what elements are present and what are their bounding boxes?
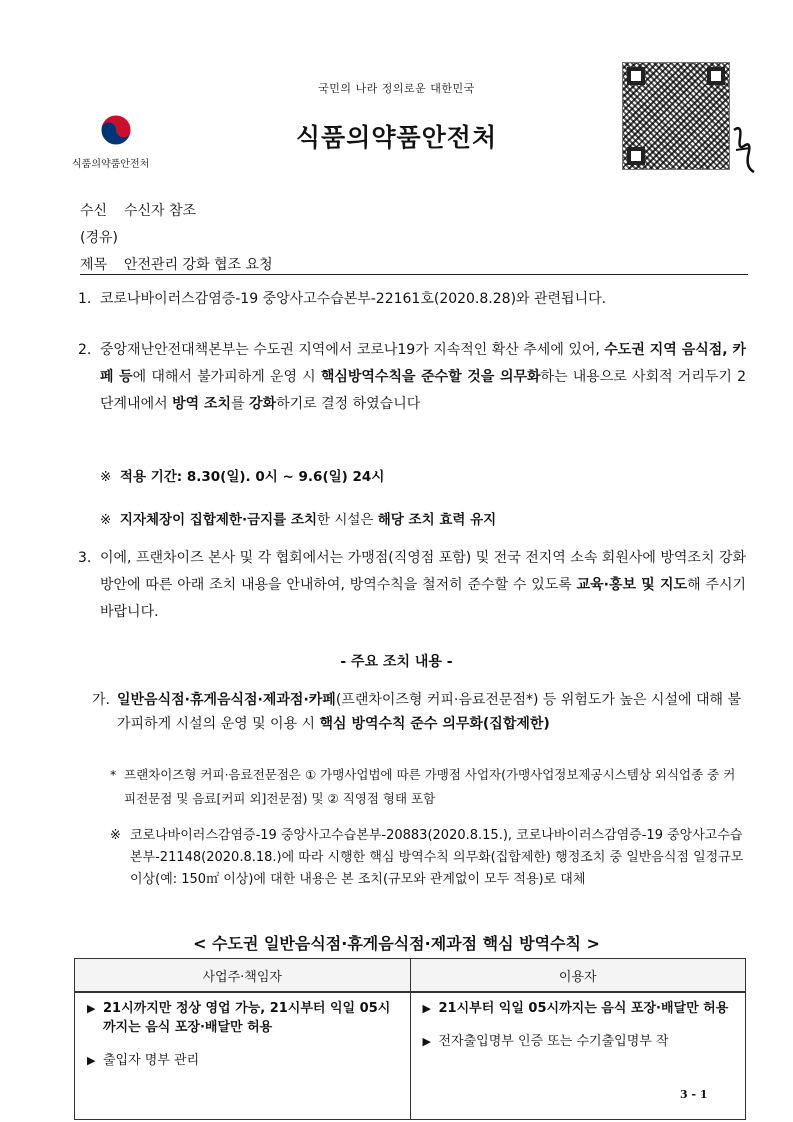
note-application-period: ※ 적용 기간: 8.30(일). 0시 ~ 9.6(일) 24시 [100, 469, 385, 485]
subject-value: 안전관리 강화 협조 요청 [124, 257, 273, 273]
list-item: ▶ 전자출입명부 인증 또는 수기출입명부 작 [422, 1034, 669, 1049]
table-row [75, 992, 746, 1120]
page-number: 3 - 1 [680, 1088, 708, 1101]
paragraph-text: 이에, 프랜차이즈 본사 및 각 협회에서는 가맹점(직영점 포함) 및 전국 전지역 소속 회원사에 방역조치 강화 방안에 따른 아래 조치 내용을 안내하여, 방역수칙을 철저히 준수할 수 있도록 교육·홍보 및 지도해 주시기 바랍니다. [100, 550, 747, 620]
triangle-bullet-icon: ▶ [87, 1054, 96, 1067]
item-ga [92, 688, 748, 736]
qr-code-icon [622, 62, 730, 170]
quarantine-rules-table [74, 958, 746, 1120]
list-item: ▶ 출입자 명부 관리 [87, 1053, 200, 1068]
table-title: < 수도권 일반음식점·휴게음식점·제과점 핵심 방역수칙 > [193, 934, 600, 953]
list-item: ▶ 21시부터 익일 05시까지는 음식 포장·배달만 허용 [422, 1001, 729, 1016]
triangle-bullet-icon: ▶ [422, 1002, 431, 1015]
signature-mark-icon [730, 120, 760, 180]
triangle-bullet-icon: ▶ [87, 1002, 96, 1015]
owner-cell [75, 992, 411, 1120]
list-item: ▶ 21시까지만 정상 영업 가능, 21시부터 익일 05시까지는 음식 포장·배달만 허용 [87, 1001, 391, 1035]
table-header-row [75, 959, 746, 993]
paragraph-1 [78, 286, 746, 313]
item-text: 일반음식점·휴게음식점·제과점·카페(프랜차이즈형 커피·음료전문점*) 등 위험도가 높은 시설에 대해 불가피하게 시설의 운영 및 이용 시 핵심 방역수칙 준수 의무화(집합제한) [117, 692, 741, 732]
via-line: (경유) [80, 230, 118, 246]
recipient-key: 수신 [80, 203, 108, 219]
subject-key: 제목 [80, 257, 108, 273]
header-divider [80, 274, 748, 275]
franchise-footnote: * 프랜차이즈형 커피·음료전문점은 ① 가맹사업법에 따른 가맹점 사업자(가맹사업정보제공시스템상 외식업종 중 커피전문점 및 음료[커피 외]전문점) 및 ② 직영점 형태 포함 [110, 767, 736, 806]
recipient-value: 수신자 참조 [124, 203, 197, 219]
agency-name: 식품의약품안전처 [295, 123, 498, 152]
paragraph-number: 3. [78, 550, 92, 566]
main-measures-title: - 주요 조치 내용 - [340, 654, 453, 670]
paragraph-3 [78, 545, 746, 626]
column-owner: 사업주·책임자 [75, 959, 411, 993]
item-number: 가. [92, 692, 110, 708]
paragraph-number: 2. [78, 342, 92, 358]
paragraph-text: 중앙재난안전대책본부는 수도권 지역에서 코로나19가 지속적인 확산 추세에 있어, 수도권 지역 음식점, 카페 등에 대해서 불가피하게 운영 시 핵심방역수칙을 준수할 것을 의무화하는 내용으로 사회적 거리두기 2단계내에서 방역 조치를 강화하기로 결정 하였습니다 [100, 342, 747, 412]
paragraph-text: 코로나바이러스감염증-19 중앙사고수습본부-22161호(2020.8.28)와 관련됩니다. [100, 291, 607, 307]
subject-line [80, 254, 273, 274]
slogan: 국민의 나라 정의로운 대한민국 [318, 82, 475, 95]
reference-note: ※ 코로나바이러스감염증-19 중앙사고수습본부-20883(2020.8.15.), 코로나바이러스감염증-19 중앙사고수습본부-21148(2020.8.18.)에 따라 시행한 핵심 방역수칙 의무화(집합제한) 행정조치 중 일반음식점 일정규모 이상(예: 150㎡ 이상)에 대한 내용은 본 조치(규모와 관계없이 모두 적용)로 대체 [110, 828, 744, 887]
logo-caption: 식품의약품안전처 [72, 159, 150, 170]
paragraph-number: 1. [78, 291, 92, 307]
triangle-bullet-icon: ▶ [422, 1035, 431, 1048]
paragraph-2 [78, 337, 746, 418]
note-local-measures: ※ 지자체장이 집합제한·금지를 조치한 시설은 해당 조치 효력 유지 [100, 512, 497, 528]
recipient-line [80, 200, 196, 220]
column-user: 이용자 [410, 959, 746, 993]
